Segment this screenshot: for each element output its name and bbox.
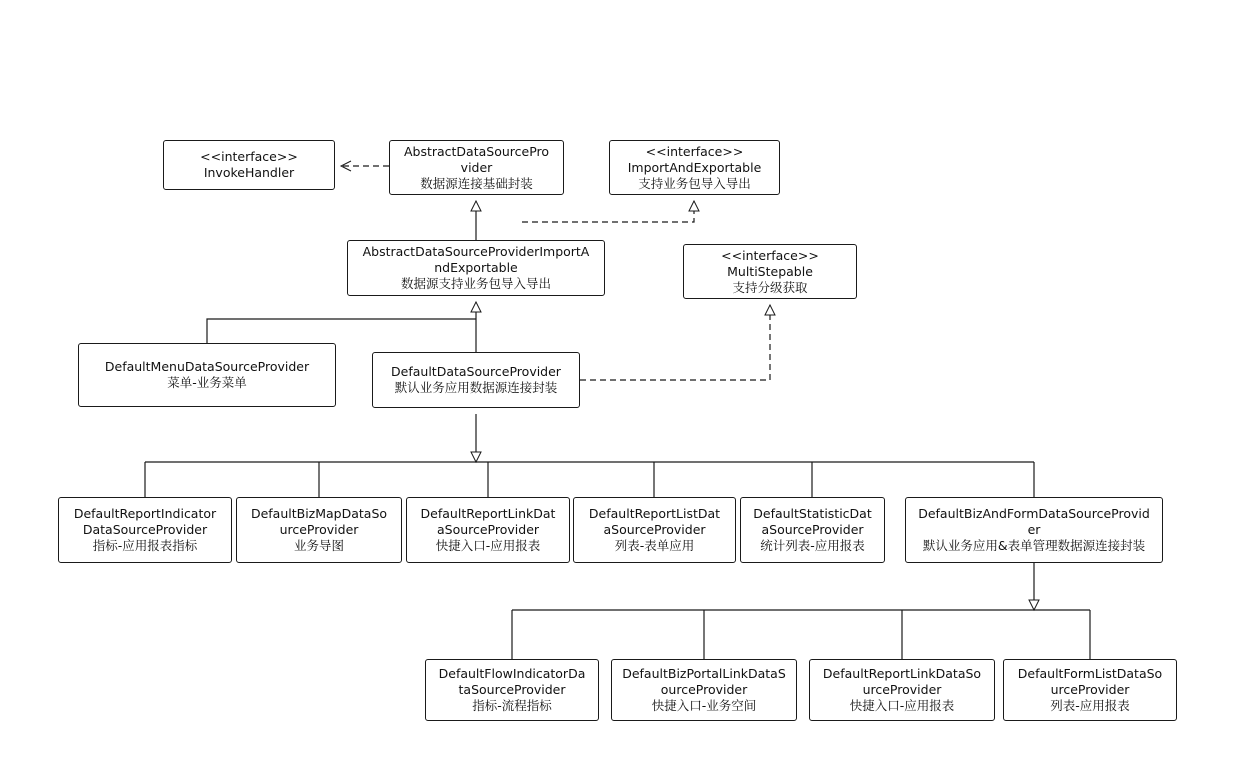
class-node-defaultReportListDataSourceProvider [573, 497, 736, 563]
class-node-defaultMenuDataSourceProvider [78, 343, 336, 407]
class-node-name: DefaultFormListDataSo [1017, 666, 1163, 681]
class-node-description: 列表-应用报表 [1050, 698, 1130, 713]
class-node-defaultFormListDataSourceProvider [1003, 659, 1177, 721]
class-node-description: 快捷入口-应用报表 [435, 538, 541, 553]
class-node-description: 支持业务包导入导出 [638, 175, 751, 191]
class-node-name: DataSourceProvider [82, 522, 208, 537]
class-node-name: DefaultBizAndFormDataSourceProvid [918, 506, 1150, 521]
class-node-description: 快捷入口-业务空间 [651, 698, 757, 713]
class-node-name: DefaultMenuDataSourceProvider [104, 359, 310, 374]
class-node-description: 统计列表-应用报表 [760, 538, 865, 553]
class-node-defaultStatisticDataSourceProvider [740, 497, 885, 563]
class-node-importAndExportable [609, 140, 780, 195]
class-node-description: 菜单-业务菜单 [167, 375, 247, 390]
class-node-stereotype: <<interface>> [721, 247, 819, 263]
class-node-description: 默认业务应用&表单管理数据源连接封装 [922, 538, 1146, 553]
class-node-name: urceProvider [279, 522, 359, 537]
class-node-stereotype: <<interface>> [200, 149, 298, 164]
class-node-defaultBizAndFormDataSourceProvider [905, 497, 1163, 563]
class-node-name: er [1027, 522, 1041, 537]
class-node-name: ImportAndExportable [627, 159, 762, 175]
class-node-name: DefaultReportLinkDataSo [822, 666, 982, 681]
class-node-name: AbstractDataSourceProviderImportA [362, 244, 590, 259]
class-node-name: DefaultFlowIndicatorDa [438, 666, 586, 681]
class-node-name: aSourceProvider [761, 522, 864, 537]
class-node-name: DefaultReportIndicator [73, 506, 217, 521]
class-node-description: 指标-应用报表指标 [92, 538, 198, 553]
class-node-name: ndExportable [434, 260, 518, 275]
class-node-name: DefaultStatisticDat [753, 506, 872, 521]
class-node-defaultBizPortalLinkDataSourceProvider [611, 659, 797, 721]
class-node-name: DefaultDataSourceProvider [391, 364, 561, 379]
class-node-stereotype: <<interface>> [645, 143, 744, 159]
class-node-name: DefaultReportLinkDat [420, 506, 556, 521]
class-node-name: AbstractDataSourcePro [403, 143, 550, 159]
class-node-description: 快捷入口-应用报表 [849, 698, 955, 713]
class-node-name: DefaultBizPortalLinkDataS [622, 666, 786, 681]
class-node-description: 业务导图 [293, 538, 344, 553]
class-node-name: aSourceProvider [603, 522, 706, 537]
class-node-defaultBizMapDataSourceProvider [236, 497, 402, 563]
class-node-defaultReportLinkDataSourceProvider [406, 497, 570, 563]
class-node-abstractDataSourceProviderImportAndExportable [347, 240, 605, 296]
class-node-description: 数据源支持业务包导入导出 [400, 276, 551, 291]
class-node-invokeHandler [163, 140, 335, 190]
class-node-defaultReportLinkDataSourceProvider2 [809, 659, 995, 721]
class-node-description: 指标-流程指标 [472, 698, 552, 713]
class-node-name: aSourceProvider [436, 522, 540, 537]
class-node-name: InvokeHandler [203, 165, 295, 180]
class-node-description: 支持分级获取 [732, 279, 808, 295]
class-node-description: 列表-表单应用 [614, 538, 695, 553]
class-node-name: vider [460, 159, 493, 175]
class-node-name: MultiStepable [727, 263, 813, 279]
class-node-defaultDataSourceProvider [372, 352, 580, 408]
class-node-name: urceProvider [862, 682, 942, 697]
class-node-defaultFlowIndicatorDataSourceProvider [425, 659, 599, 721]
class-node-multiStepable [683, 244, 857, 299]
class-node-name: taSourceProvider [458, 682, 566, 697]
class-node-name: DefaultReportListDat [588, 506, 721, 521]
class-node-defaultReportIndicatorDataSourceProvider [58, 497, 232, 563]
class-node-name: urceProvider [1050, 682, 1130, 697]
class-node-name: DefaultBizMapDataSo [250, 506, 388, 521]
class-node-description: 默认业务应用数据源连接封装 [394, 380, 558, 395]
class-node-description: 数据源连接基础封装 [420, 175, 533, 191]
class-node-name: ourceProvider [660, 682, 748, 697]
class-node-abstractDataSourceProvider [389, 140, 564, 195]
